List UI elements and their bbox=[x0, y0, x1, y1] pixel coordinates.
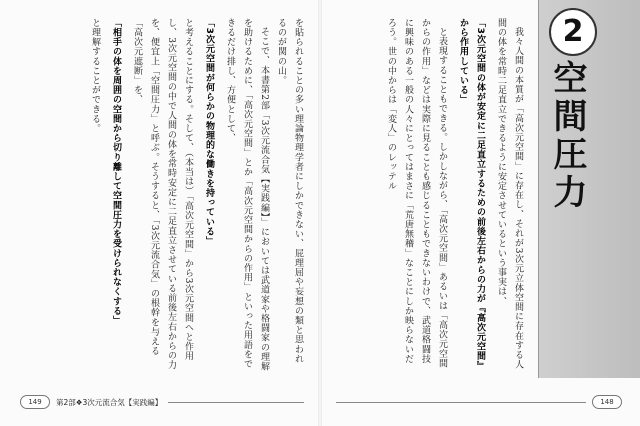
body-paragraph: そこで、本書第2部「3次元流合気【実践編】」においては武道家や格闘家の理解を助けるために、「高次元空間」とか「高次元空間からの作用」といった用語をできるだけ排し、方便として、 bbox=[225, 18, 269, 372]
left-page-text bbox=[26, 18, 306, 373]
left-page-footer bbox=[20, 395, 310, 409]
right-page-number: 148 bbox=[592, 395, 622, 409]
body-paragraph: と考えることにする。そして、（本当は）「高次元空間」から3次元空間へと作用し、3次元空間の中で人間の体を常時安定に二足直立させている前後左右からの力を、便宜上「空間圧力」と呼ぶ。そうすると、「3次元流合気」の根幹を与える「高次元遮断」を、 bbox=[132, 18, 193, 370]
running-head: 第2部❖3次元流合気【実践編】 bbox=[56, 397, 163, 407]
body-paragraph: と表現することもできる。しかしながら、「高次元空間」あるいは「高次元空間からの作用」などは実際に見ることも感じることもできないわけで、武道格闘技に興味のある一般の人々にとってはまさに「荒唐無稽」なことにしか映らないだろう。世の中からは「変人」のレッテル bbox=[386, 18, 447, 369]
chapter-number: 2 bbox=[549, 8, 597, 56]
section-heading: 「相手の体を周囲の空間から切り離して空間圧力を受けられなくする」 bbox=[111, 18, 121, 326]
right-page-footer bbox=[330, 395, 622, 409]
footer-rule bbox=[336, 402, 586, 403]
right-page-text bbox=[336, 18, 526, 373]
body-paragraph: を貼られることの多い理論物理学者にしかできない、屁理屈や妄想の類と思われるのが関の山。 bbox=[276, 18, 303, 364]
left-page-number: 149 bbox=[20, 395, 50, 409]
section-heading: 「3次元空間の体が安定に二足直立するための前後左右からの力が『高次元空間』から作用している」 bbox=[458, 18, 485, 371]
body-paragraph: と理解することができる。 bbox=[90, 18, 100, 134]
chapter-title: 空間圧力 bbox=[547, 60, 587, 212]
page-gutter bbox=[318, 0, 322, 426]
section-heading: 「3次元空間が何らかの物理的な働きを持っている」 bbox=[204, 18, 214, 246]
body-paragraph: 我々人間の本質が「高次元空間」に存在し、それが3次元立体空間に存在する人間の体を常時二足直立できるように安定させているという事実は、 bbox=[496, 18, 523, 370]
footer-rule bbox=[168, 402, 304, 403]
